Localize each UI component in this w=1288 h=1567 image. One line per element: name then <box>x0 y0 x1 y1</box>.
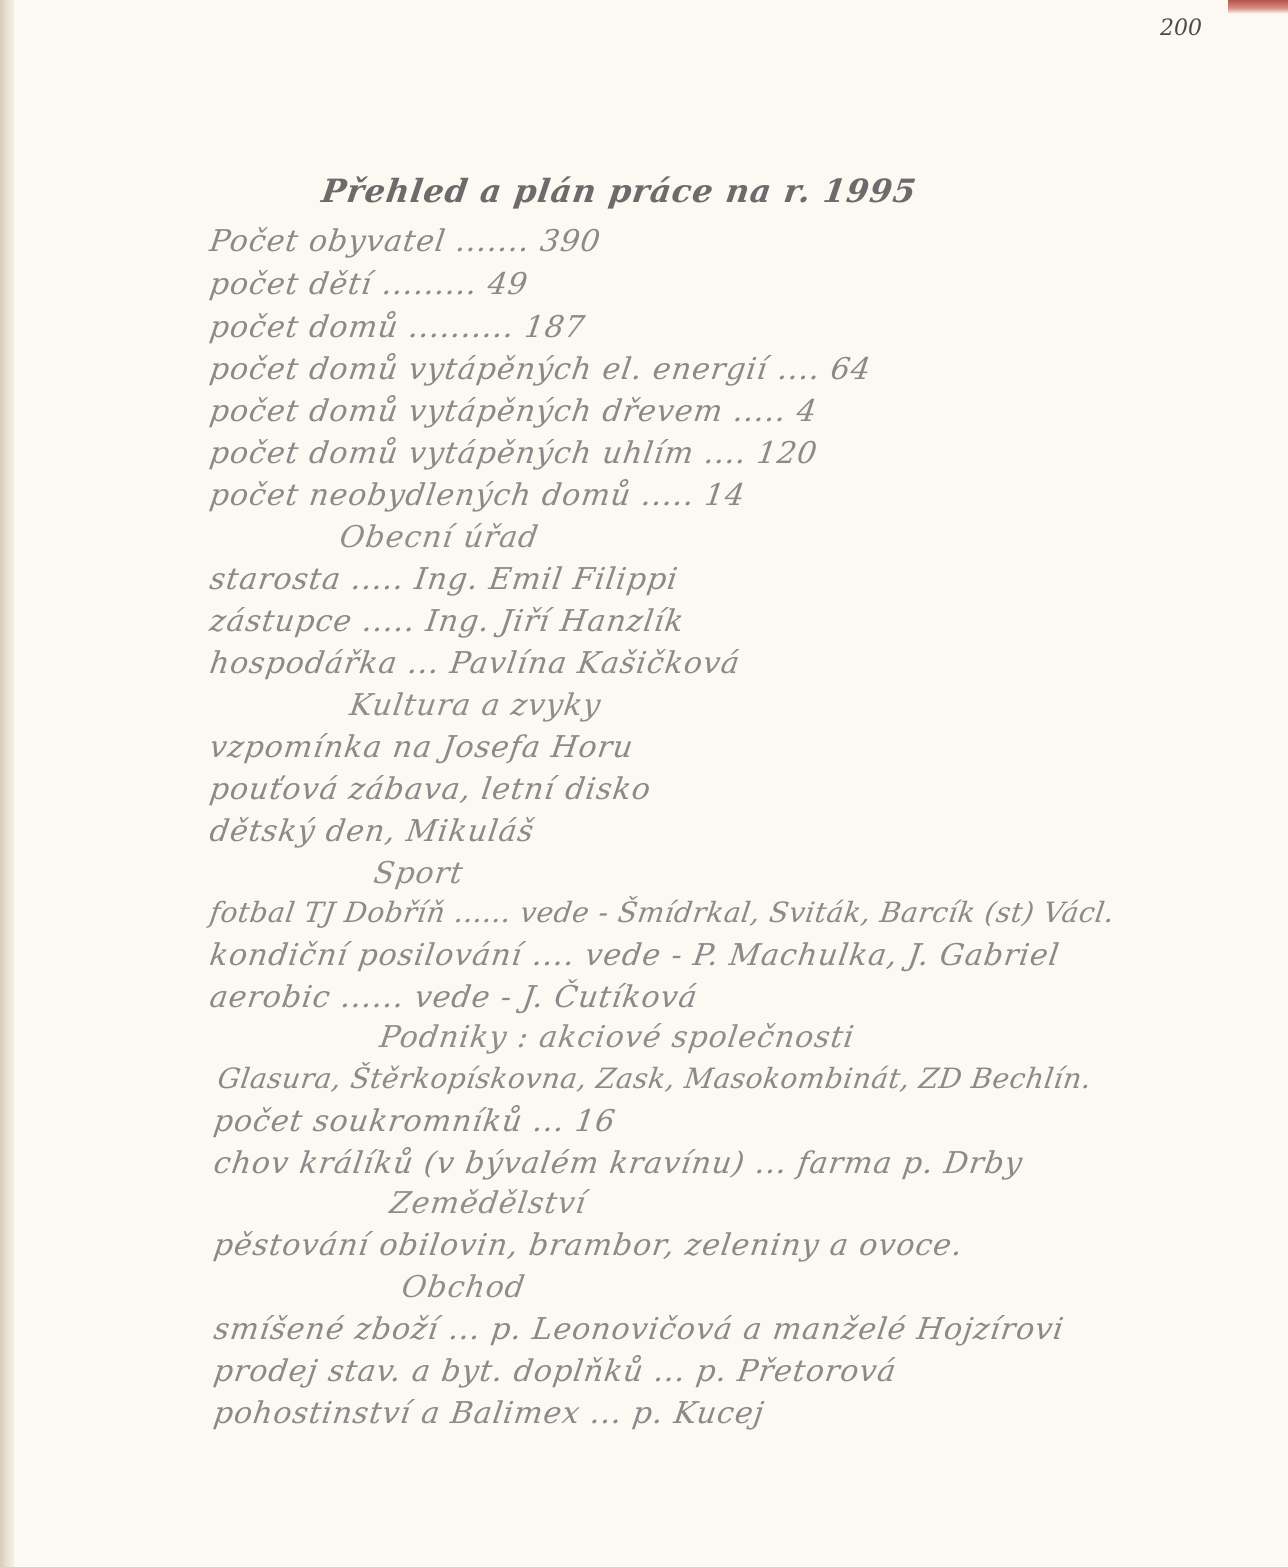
obchod-line: pohostinství a Balimex ... p. Kucej <box>211 1396 767 1431</box>
urad-line: starosta ..... Ing. Emil Filippi <box>207 562 681 597</box>
stat-line: počet domů vytápěných dřevem ..... 4 <box>207 394 820 429</box>
obchod-line: smíšené zboží ... p. Leonovičová a manželé Hojzírovi <box>211 1312 1067 1347</box>
stat-line: počet domů .......... 187 <box>207 310 588 345</box>
section-heading-zemedelstvi: Zemědělství <box>387 1186 589 1221</box>
sport-line: kondiční posilování .... vede - P. Machulka, J. Gabriel <box>207 938 1062 973</box>
section-heading-urad: Obecní úřad <box>337 520 542 555</box>
stat-line: Počet obyvatel ....... 390 <box>207 224 604 259</box>
stat-line: počet neobydlených domů ..... 14 <box>207 478 748 513</box>
sport-line: aerobic ...... vede - J. Čutíková <box>207 980 701 1015</box>
section-heading-obchod: Obchod <box>399 1270 528 1305</box>
stat-line: počet dětí ......... 49 <box>207 267 531 302</box>
notebook-page <box>14 0 1288 1567</box>
kultura-line: dětský den, Mikuláš <box>207 814 537 849</box>
urad-line: zástupce ..... Ing. Jiří Hanzlík <box>207 604 687 639</box>
stat-line: počet domů vytápěných el. energií .... 64 <box>207 352 874 387</box>
stat-line: počet domů vytápěných uhlím .... 120 <box>207 436 820 471</box>
cover-edge <box>1228 0 1288 14</box>
sport-line: fotbal TJ Dobříň ...... vede - Šmídrkal, Sviták, Barcík (st) Václ. <box>207 896 1117 929</box>
urad-line: hospodářka ... Pavlína Kašičková <box>207 646 743 681</box>
obchod-line: prodej stav. a byt. doplňků ... p. Přetorová <box>211 1354 899 1389</box>
section-heading-sport: Sport <box>371 856 466 891</box>
kultura-line: vzpomínka na Josefa Horu <box>207 730 636 765</box>
podniky-line: Glasura, Štěrkopískovna, Zask, Masokombinát, ZD Bechlín. <box>215 1062 1094 1095</box>
book-binding <box>0 0 14 1567</box>
kultura-line: pouťová zábava, letní disko <box>207 772 654 807</box>
section-heading-kultura: Kultura a zvyky <box>347 688 604 723</box>
podniky-line: počet soukromníků ... 16 <box>211 1104 618 1139</box>
page-number: 200 <box>1160 16 1202 41</box>
page-title: Přehled a plán práce na r. 1995 <box>319 172 920 210</box>
podniky-line: chov králíků (v bývalém kravínu) ... farma p. Drby <box>211 1146 1026 1181</box>
zemedelstvi-line: pěstování obilovin, brambor, zeleniny a ovoce. <box>211 1228 966 1263</box>
section-heading-podniky: Podniky : akciové společnosti <box>377 1020 857 1055</box>
